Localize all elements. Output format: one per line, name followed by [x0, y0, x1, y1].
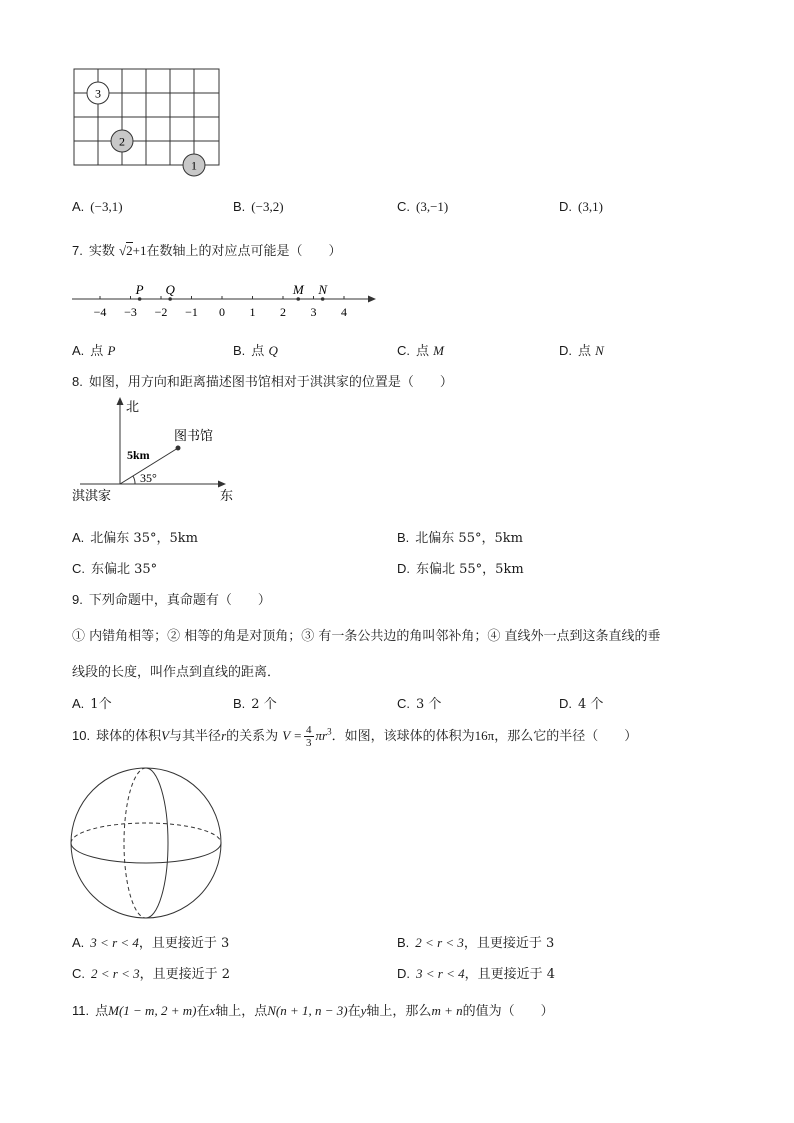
- q7-option-c: C. 点 M: [397, 343, 444, 359]
- q8-direction-diagram: [70, 394, 250, 510]
- q6-option-c: C. (3,−1): [397, 199, 449, 214]
- q6-grid-figure: [70, 66, 230, 178]
- q8-option-a: A. 北偏东 35°，5km: [72, 530, 198, 546]
- q7-option-b: B. 点 Q: [233, 343, 278, 359]
- origin-label: 淇淇家: [72, 488, 112, 503]
- point-m: [296, 297, 300, 301]
- q10-option-c: C. 2 < r < 3，且更接近于 2: [72, 966, 231, 982]
- axis-tick-label: −3: [124, 305, 137, 319]
- q9-option-c: C. 3 个: [397, 696, 442, 712]
- angle-label: 35°: [140, 471, 157, 485]
- piece-3-label: 3: [95, 86, 101, 101]
- q6-option-a: A. (−3,1): [72, 199, 123, 214]
- point-label-p: P: [135, 282, 144, 297]
- q7-option-d: D. 点 N: [559, 343, 604, 359]
- q9-option-d: D. 4 个: [559, 696, 604, 712]
- distance-label: 5km: [127, 448, 150, 462]
- q10-sphere-figure: [68, 764, 226, 922]
- q9-statements-line1: ① 内错角相等；② 相等的角是对顶角；③ 有一条公共边的角叫邻补角；④ 直线外一点到这条直线的垂: [72, 629, 661, 644]
- point-p: [138, 297, 142, 301]
- axis-tick-label: 2: [280, 305, 286, 319]
- q6-option-b: B. (−3,2): [233, 199, 284, 214]
- q7-number-line: [70, 280, 380, 320]
- axis-tick-label: −4: [93, 305, 107, 319]
- q7-stem: 7. 实数 √2+1在数轴上的对应点可能是（ ）: [72, 243, 342, 259]
- q8-option-c: C. 东偏北 35°: [72, 561, 158, 577]
- library-label: 图书馆: [174, 428, 214, 443]
- piece-1-label: 1: [191, 158, 197, 173]
- axis-tick-label: 3: [310, 305, 317, 319]
- q9-option-b: B. 2 个: [233, 696, 277, 712]
- axis-tick-label: −1: [185, 305, 198, 319]
- north-label: 北: [126, 399, 140, 414]
- axis-tick-label: 1: [249, 305, 256, 319]
- q8-option-b: B. 北偏东 55°，5km: [397, 530, 523, 546]
- q10-stem: 10. 球体的体积V与其半径r的关系为 V = $\frac{4}{3}$ $\pi r^3$．如图，该球体的体积为16π，那么它的半径（ ）: [72, 724, 638, 749]
- q9-stem: 9. 下列命题中，真命题有（ ）: [72, 592, 271, 608]
- q6-option-d: D. (3,1): [559, 199, 603, 214]
- q9-option-a: A. 1个: [72, 696, 112, 712]
- q10-option-d: D. 3 < r < 4，且更接近于 4: [397, 966, 556, 982]
- point-label-m: M: [292, 282, 304, 297]
- q8-stem: 8. 如图，用方向和距离描述图书馆相对于淇淇家的位置是（ ）: [72, 374, 453, 390]
- point-label-q: Q: [165, 282, 175, 297]
- q8-option-d: D. 东偏北 55°，5km: [397, 561, 524, 577]
- q7-option-a: A. 点 P: [72, 343, 116, 359]
- axis-tick-label: 4: [341, 305, 347, 319]
- q10-option-a: A. 3 < r < 4，且更接近于 3: [72, 935, 230, 951]
- piece-2-label: 2: [119, 134, 125, 149]
- axis-tick-label: 0: [219, 305, 225, 319]
- point-q: [168, 297, 172, 301]
- q11-stem: 11. 点M(1 − m, 2 + m)在x轴上，点N(n + 1, n − 3)在y轴上，那么m + n的值为（ ）: [72, 1003, 554, 1019]
- east-label: 东: [220, 488, 234, 503]
- point-label-n: N: [318, 282, 327, 297]
- point-n: [321, 297, 325, 301]
- q10-option-b: B. 2 < r < 3，且更接近于 3: [397, 935, 555, 951]
- axis-tick-label: −2: [154, 305, 168, 319]
- q9-statements-line2: 线段的长度，叫作点到直线的距离．: [72, 665, 281, 680]
